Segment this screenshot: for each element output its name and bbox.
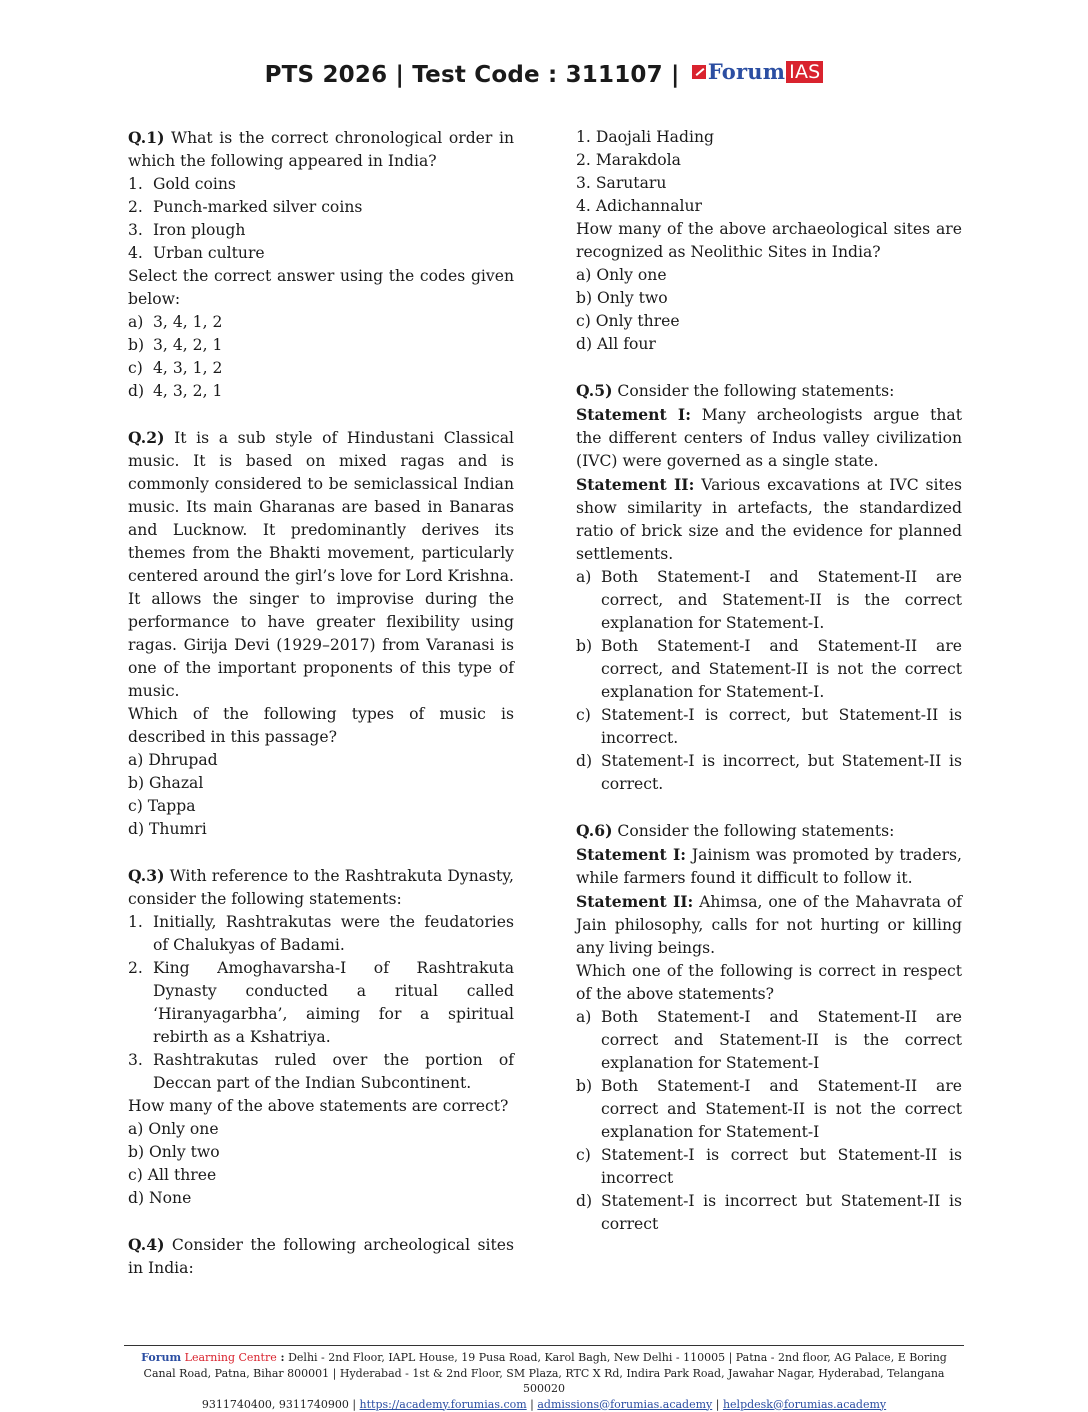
statement-2: Statement II: Various excavations at IVC sites show similarity in artefacts, the standardized ratio of brick size and the evidence for planned settlements. (576, 475, 962, 563)
footer-divider (124, 1345, 964, 1346)
footer-address: Delhi - 2nd Floor, IAPL House, 19 Pusa Road, Karol Bagh, New Delhi - 110005 | Patna - 2nd floor, AG Palace, E Boring Canal Road, Patna, Bihar 800001 | Hyderabad - 1st & 2nd Floor, SM Plaza, RTC X Rd, Indira Park Road, Jawahar Nagar, Hyderabad, Telangana 500020 (143, 1351, 947, 1395)
question-6-stem: Q.6) Consider the following statements: (576, 821, 895, 840)
question-6-ask: Which one of the following is correct in respect of the above statements? (576, 962, 962, 1003)
option-a: a) Dhrupad (128, 751, 218, 769)
list-item: 2. Punch-marked silver coins (128, 198, 363, 216)
list-item: 4. Adichannalur (576, 197, 703, 215)
question-2-stem: Q.2) It is a sub style of Hindustani Classical music. It is based on mixed ragas and is commonly considered to be semiclassical Indian music. Its main Gharanas are based in Banaras and Lucknow. It predominantly derives its themes from the Bhakti movement, particularly centered around the girl’s love for Lord Krishna. It allows the singer to improvise during the performance to have greater flexibility using ragas. Girija Devi (1929–2017) from Varanasi is one of the important proponents of this type of music. (128, 428, 514, 700)
list-item: 1. Gold coins (128, 175, 236, 193)
option-a: a) Both Statement-I and Statement-II are correct, and Statement-II is the correct explanation for Statement-I. (576, 568, 962, 632)
option-c: c) All three (128, 1166, 217, 1184)
list-item: 3. Iron plough (128, 221, 246, 239)
question-4-label: Q.4) (128, 1235, 165, 1254)
question-1-label: Q.1) (128, 128, 165, 147)
option-d: d) All four (576, 335, 656, 353)
logo-forum-text: Forum (707, 59, 786, 84)
question-5-stem: Q.5) Consider the following statements: (576, 381, 895, 400)
footer-helpdesk-email-link[interactable]: helpdesk@forumias.academy (722, 1397, 887, 1411)
left-column (128, 126, 514, 1303)
option-b: b) Both Statement-I and Statement-II are correct and Statement-II is not the correct explanation for Statement-I (576, 1077, 962, 1141)
option-c: c) Statement-I is correct, but Statement-II is incorrect. (576, 706, 962, 747)
list-item: 4. Urban culture (128, 244, 265, 262)
option-d: d) Statement-I is incorrect but Statement-II is correct (576, 1192, 962, 1233)
question-2-ask: Which of the following types of music is described in this passage? (128, 705, 514, 746)
list-item: 1. Initially, Rashtrakutas were the feudatories of Chalukyas of Badami. (128, 913, 514, 954)
page-footer: Forum Learning Centre : Delhi - 2nd Floor, IAPL House, 19 Pusa Road, Karol Bagh, New Delhi - 110005 | Patna - 2nd floor, AG Palace, E Boring Canal Road, Patna, Bihar 800001 | Hyderabad - 1st & 2nd Floor, SM Plaza, RTC X Rd, Indira Park Road, Jawahar Nagar, Hyderabad, Telangana 500020 9311740400, 9311740900 | https://academy.forumias.com | admissions@forumias.academy | helpdesk@forumias.academy (141, 1351, 947, 1411)
statement-1: Statement I: Many archeologists argue that the different centers of Indus valley civilization (IVC) were governed as a single state. (576, 405, 962, 470)
option-c: c) 4, 3, 1, 2 (128, 359, 223, 377)
forumias-logo (692, 59, 824, 84)
list-item: 1. Daojali Hading (576, 128, 714, 146)
list-item: 3. Rashtrakutas ruled over the portion of Deccan part of the Indian Subcontinent. (128, 1051, 514, 1092)
option-b: b) Only two (576, 289, 668, 307)
question-1-stem: Q.1) What is the correct chronological order in which the following appeared in India? (128, 128, 514, 170)
statement-2: Statement II: Ahimsa, one of the Mahavrata of Jain philosophy, calls for not hurting or killing any living beings. (576, 892, 962, 957)
question-4-continued (576, 126, 962, 356)
option-a: a) 3, 4, 1, 2 (128, 313, 223, 331)
question-1-instruction: Select the correct answer using the codes given below: (128, 267, 514, 308)
list-item: 3. Sarutaru (576, 174, 667, 192)
arrow-icon (692, 65, 706, 79)
option-b: b) 3, 4, 2, 1 (128, 336, 223, 354)
question-4-start (128, 1233, 514, 1280)
question-3 (128, 864, 514, 1210)
logo-ias-text: IAS (786, 61, 823, 83)
question-1 (128, 126, 514, 403)
option-d: d) None (128, 1189, 192, 1207)
page-header (0, 59, 1088, 88)
footer-admissions-email-link[interactable]: admissions@forumias.academy (537, 1397, 713, 1411)
option-a: a) Only one (576, 266, 667, 284)
right-column (576, 126, 962, 1259)
option-c: c) Statement-I is correct but Statement-II is incorrect (576, 1146, 962, 1187)
footer-brand-learning-centre: Learning Centre (181, 1351, 277, 1364)
statement-1: Statement I: Jainism was promoted by traders, while farmers found it difficult to follow it. (576, 845, 962, 887)
question-5-label: Q.5) (576, 381, 613, 400)
question-5 (576, 379, 962, 796)
option-b: b) Ghazal (128, 774, 204, 792)
option-a: a) Only one (128, 1120, 219, 1138)
question-3-label: Q.3) (128, 866, 165, 885)
option-c: c) Tappa (128, 797, 196, 815)
question-2 (128, 426, 514, 841)
footer-brand-forum: Forum (141, 1351, 182, 1364)
question-3-ask: How many of the above statements are correct? (128, 1097, 509, 1115)
option-a: a) Both Statement-I and Statement-II are correct and Statement-II is the correct explanation for Statement-I (576, 1008, 962, 1072)
question-4-stem: Q.4) Consider the following archeological sites in India: (128, 1235, 514, 1277)
list-item: 2. Marakdola (576, 151, 681, 169)
question-6-label: Q.6) (576, 821, 613, 840)
footer-website-link[interactable]: https://academy.forumias.com (359, 1397, 527, 1411)
question-6 (576, 819, 962, 1236)
option-d: d) Thumri (128, 820, 207, 838)
option-c: c) Only three (576, 312, 680, 330)
footer-phones: 9311740400, 9311740900 | (201, 1397, 360, 1411)
option-d: d) Statement-I is incorrect, but Statement-II is correct. (576, 752, 962, 793)
option-b: b) Both Statement-I and Statement-II are correct, and Statement-II is not the correct explanation for Statement-I. (576, 637, 962, 701)
question-2-label: Q.2) (128, 428, 165, 447)
option-b: b) Only two (128, 1143, 220, 1161)
list-item: 2. King Amoghavarsha-I of Rashtrakuta Dynasty conducted a ritual called ‘Hiranyagarbha’, aiming for a spiritual rebirth as a Kshatriya. (128, 959, 514, 1046)
question-3-stem: Q.3) With reference to the Rashtrakuta Dynasty, consider the following statements: (128, 866, 514, 908)
header-title: PTS 2026 | Test Code : 311107 | (264, 62, 680, 88)
question-4-ask: How many of the above archaeological sites are recognized as Neolithic Sites in India? (576, 220, 962, 261)
option-d: d) 4, 3, 2, 1 (128, 382, 223, 400)
